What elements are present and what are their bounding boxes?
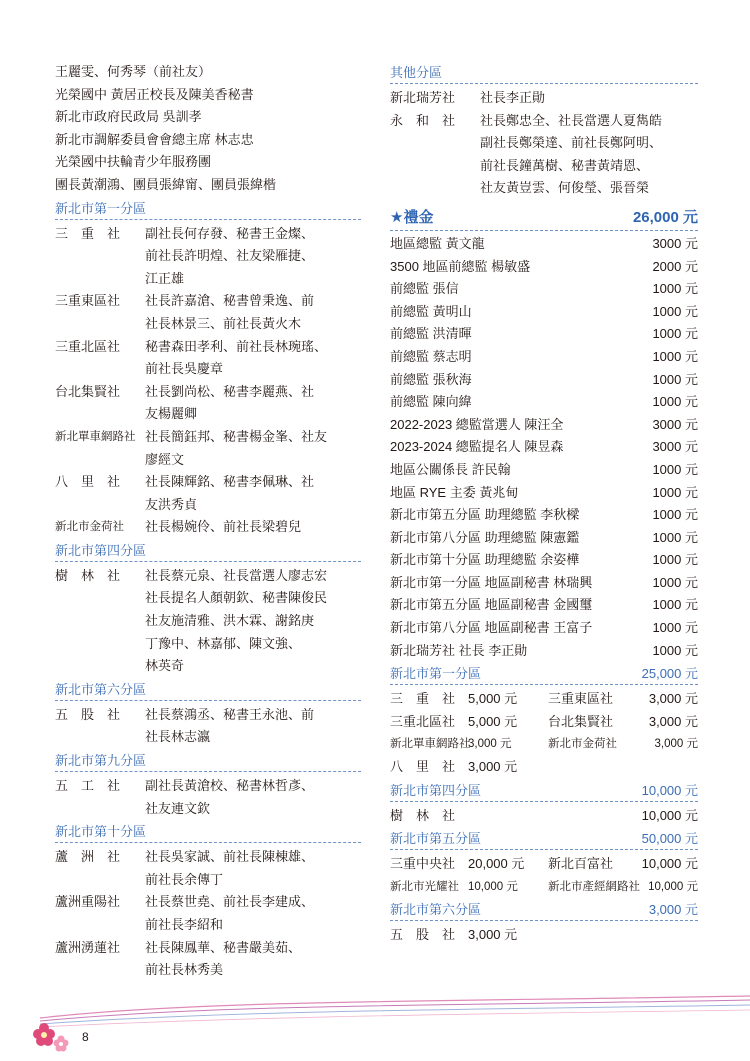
intro-line: 團長黃潮鴻、團員張緯甯、團員張緯楷 <box>55 176 277 192</box>
club-members <box>145 290 361 335</box>
club-entry <box>55 471 361 516</box>
donor-name: 前總監 黃明山 <box>390 303 472 319</box>
intro-line: 光榮國中扶輪青少年服務團 <box>55 154 212 170</box>
district-row <box>390 876 698 899</box>
club-amount <box>638 756 698 779</box>
club-members <box>145 891 361 936</box>
gift-row <box>390 278 698 301</box>
club-name: 三 重 社 <box>55 225 121 241</box>
donor-amount: 2000 元 <box>652 258 698 274</box>
district-row <box>390 756 698 779</box>
club-entry <box>55 704 361 749</box>
donor-amount: 1000 元 <box>652 371 698 387</box>
member-line: 社長蔡元泉、社長當選人廖志宏 <box>145 567 328 583</box>
donor-amount: 1000 元 <box>652 552 698 568</box>
section-title <box>55 199 361 220</box>
gift-row <box>390 594 698 617</box>
club-amount: 3,000 元 <box>468 759 518 775</box>
donor-name: 新北市第五分區 助理總監 李秋樑 <box>390 507 580 523</box>
club-members <box>145 381 361 426</box>
club-entry <box>55 775 361 820</box>
donor-name: 新北市第八分區 助理總監 陳憲鑑 <box>390 529 580 545</box>
donor-amount: 3000 元 <box>652 439 698 455</box>
club-name: 新北市金荷社 <box>55 521 124 534</box>
district-title <box>390 664 698 685</box>
club-members <box>145 471 361 516</box>
gift-row <box>390 391 698 414</box>
donor-name: 新北市第十分區 助理總監 余姿樺 <box>390 552 580 568</box>
member-line: 前社長林秀美 <box>145 962 224 978</box>
club-name: 樹 林 社 <box>390 807 456 823</box>
club-name: 八 里 社 <box>55 474 121 490</box>
club-entry <box>55 223 361 291</box>
donor-name: 新北市第八分區 地區副秘書 王富子 <box>390 620 593 636</box>
donor-amount: 1000 元 <box>652 574 698 590</box>
club-entry <box>55 426 361 471</box>
district-total: 50,000 元 <box>641 831 698 847</box>
district-row <box>390 688 698 711</box>
section-title-text: 新北市第四分區 <box>55 542 147 558</box>
gift-row <box>390 617 698 640</box>
club-members <box>145 223 361 291</box>
district-row <box>390 924 698 947</box>
club-name: 八 里 社 <box>390 759 456 775</box>
club-members <box>145 846 361 891</box>
club-name: 蘆洲湧蓮社 <box>55 939 121 955</box>
district-total: 10,000 元 <box>641 782 698 798</box>
donor-name: 前總監 陳向緯 <box>390 394 472 410</box>
donor-name: 新北瑞芳社 社長 李正勛 <box>390 642 528 658</box>
donor-amount: 3000 元 <box>652 416 698 432</box>
member-line: 副社長黃滄校、秘書林哲彥、 <box>145 778 315 794</box>
club-amount: 3,000 元 <box>468 738 512 751</box>
donor-amount: 1000 元 <box>652 394 698 410</box>
club-entry <box>55 846 361 891</box>
district-name: 新北市第五分區 <box>390 831 482 847</box>
club-name: 新北單車網路社 <box>390 738 471 751</box>
donor-amount: 1000 元 <box>652 507 698 523</box>
club-name: 新北市光耀社 <box>390 880 459 893</box>
club-entry <box>390 87 698 110</box>
member-line: 社長陳輝銘、秘書李佩琳、社 <box>145 474 315 490</box>
club-amount: 10,000 元 <box>648 880 698 893</box>
gift-row <box>390 504 698 527</box>
member-line: 社長林景三、前社長黃火木 <box>145 315 302 331</box>
district-row <box>390 711 698 734</box>
member-line: 友洪秀貞 <box>145 496 198 512</box>
district-row <box>390 853 698 876</box>
club-members <box>145 336 361 381</box>
club-members <box>480 87 698 110</box>
section-title <box>55 680 361 701</box>
gift-row <box>390 527 698 550</box>
club-name <box>548 805 638 828</box>
section-title <box>55 822 361 843</box>
district-name: 新北市第六分區 <box>390 902 482 918</box>
member-line: 社長簡鈺邦、秘書楊金峯、社友 <box>145 428 328 444</box>
donor-name: 新北市第一分區 地區副秘書 林瑞興 <box>390 574 593 590</box>
club-name: 新北市金荷社 <box>548 738 617 751</box>
gift-row <box>390 459 698 482</box>
gift-row <box>390 414 698 437</box>
club-members <box>145 937 361 982</box>
donor-name: 前總監 蔡志明 <box>390 348 472 364</box>
section-title <box>55 751 361 772</box>
intro-line: 新北市政府民政局 吳訓孝 <box>55 109 202 125</box>
club-name: 永 和 社 <box>390 112 456 128</box>
gift-title: ★禮金 <box>390 208 434 226</box>
club-name: 台北集賢社 <box>55 383 121 399</box>
donor-name: 2023-2024 總監提名人 陳昱森 <box>390 439 564 455</box>
district-name: 新北市第一分區 <box>390 666 482 682</box>
gift-row <box>390 323 698 346</box>
decorative-ribbon <box>0 990 750 1030</box>
club-name: 樹 林 社 <box>55 567 121 583</box>
member-line: 林英奇 <box>145 658 185 674</box>
member-line: 廖經文 <box>145 451 185 467</box>
section-title-text: 新北市第十分區 <box>55 824 147 840</box>
club-name: 新北百富社 <box>548 856 614 872</box>
donor-name: 前總監 張信 <box>390 281 459 297</box>
member-line: 社長劉尚松、秘書李麗燕、社 <box>145 383 315 399</box>
district-row <box>390 733 698 756</box>
gift-header <box>390 206 698 231</box>
member-line: 社友施清雅、洪木霖、謝銘庚 <box>145 613 315 629</box>
club-members <box>145 516 361 539</box>
club-entry <box>55 290 361 335</box>
club-members <box>145 704 361 749</box>
club-amount: 3,000 元 <box>468 927 518 943</box>
gift-row <box>390 549 698 572</box>
donor-name: 地區公關係長 許民翰 <box>390 461 511 477</box>
club-name: 三 重 社 <box>390 691 456 707</box>
member-line: 社長吳家誠、前社長陳棟雄、 <box>145 849 315 865</box>
member-line: 社長陳鳳華、秘書嚴美茹、 <box>145 939 302 955</box>
club-name: 台北集賢社 <box>548 713 614 729</box>
club-entry <box>390 110 698 200</box>
club-amount: 3,000 元 <box>654 738 698 751</box>
club-amount: 5,000 元 <box>468 691 518 707</box>
gift-row <box>390 482 698 505</box>
club-amount: 3,000 元 <box>648 691 698 707</box>
section-title <box>55 541 361 562</box>
page-number: 8 <box>82 1030 89 1044</box>
intro-line: 新北市調解委員會會總主席 林志忠 <box>55 131 254 147</box>
club-name: 新北市產經網路社 <box>548 880 640 893</box>
district-name: 新北市第四分區 <box>390 782 482 798</box>
district-total: 3,000 元 <box>648 902 698 918</box>
club-members <box>480 110 698 200</box>
club-name <box>548 924 638 947</box>
club-name: 三重北區社 <box>390 713 456 729</box>
member-line: 丁豫中、林嘉郁、陳文強、 <box>145 635 302 651</box>
member-line: 社長蔡鴻丞、秘書王永池、前 <box>145 706 315 722</box>
gift-row <box>390 256 698 279</box>
donor-name: 3500 地區前總監 楊敏盛 <box>390 258 531 274</box>
donor-amount: 1000 元 <box>652 529 698 545</box>
donor-amount: 1000 元 <box>652 461 698 477</box>
member-line: 社長李正勛 <box>480 90 546 105</box>
donor-amount: 1000 元 <box>652 642 698 658</box>
club-name: 三重中央社 <box>390 856 456 872</box>
club-name: 蘆洲重陽社 <box>55 894 121 910</box>
member-line: 前社長許明煌、社友梁雁捷、 <box>145 248 315 264</box>
member-line: 前社長吳慶章 <box>145 361 224 377</box>
donor-name: 前總監 洪清暉 <box>390 326 472 342</box>
club-name: 三重東區社 <box>55 293 121 309</box>
donor-amount: 1000 元 <box>652 348 698 364</box>
club-name: 五 股 社 <box>390 927 456 943</box>
donor-amount: 1000 元 <box>652 484 698 500</box>
club-entry <box>55 937 361 982</box>
section-title-text: 新北市第一分區 <box>55 200 147 216</box>
club-members <box>145 565 361 678</box>
flower-icon <box>30 1018 76 1054</box>
club-entry <box>55 381 361 426</box>
section-title <box>390 63 698 84</box>
club-name: 新北瑞芳社 <box>390 90 456 105</box>
member-line: 社長蔡世堯、前社長李建成、 <box>145 894 315 910</box>
member-line: 社長鄭忠全、社長當選人夏雋皓 <box>480 112 663 128</box>
club-name: 蘆 洲 社 <box>55 849 121 865</box>
gift-row <box>390 640 698 663</box>
donor-amount: 3000 元 <box>652 235 698 251</box>
club-members <box>145 775 361 820</box>
right-column <box>390 61 698 947</box>
club-amount: 10,000 元 <box>641 856 698 872</box>
gift-row <box>390 301 698 324</box>
donor-name: 地區總監 黃文龍 <box>390 235 485 251</box>
member-line: 社長楊婉伶、前社長梁碧兒 <box>145 519 302 535</box>
intro-line: 王麗雯、何秀琴（前社友） <box>55 64 212 79</box>
donor-name: 前總監 張秋海 <box>390 371 472 387</box>
donor-name: 2022-2023 總監當選人 陳汪全 <box>390 416 564 432</box>
gift-row <box>390 436 698 459</box>
club-entry <box>55 516 361 539</box>
club-amount: 10,000 元 <box>468 880 518 893</box>
donor-name: 地區 RYE 主委 黃兆甸 <box>390 484 519 500</box>
section-title-text: 新北市第六分區 <box>55 681 147 697</box>
member-line: 副社長鄭榮達、前社長鄭阿明、 <box>480 135 663 151</box>
club-name <box>548 756 638 779</box>
club-name: 三重東區社 <box>548 691 614 707</box>
member-line: 前社長余傳丁 <box>145 871 224 887</box>
member-line: 社長林志瀛 <box>145 729 211 745</box>
donor-amount: 1000 元 <box>652 303 698 319</box>
left-column <box>55 61 361 982</box>
district-title <box>390 900 698 921</box>
donor-amount: 1000 元 <box>652 597 698 613</box>
gift-total: 26,000 元 <box>632 208 698 226</box>
club-entry <box>55 565 361 678</box>
section-title-text: 新北市第九分區 <box>55 753 147 769</box>
gift-row <box>390 572 698 595</box>
member-line: 前社長鐘萬樹、秘書黃靖恩、 <box>480 157 650 173</box>
section-title-text: 其他分區 <box>390 65 443 80</box>
member-line: 社長提名人顏朝欽、秘書陳俊民 <box>145 590 328 606</box>
donor-amount: 1000 元 <box>652 326 698 342</box>
member-line: 秘書森田孝利、前社長林琬瑤、 <box>145 338 328 354</box>
club-amount: 5,000 元 <box>468 713 518 729</box>
member-line: 副社長何存發、秘書王金燦、 <box>145 225 315 241</box>
club-amount: 20,000 元 <box>468 856 525 872</box>
gift-row <box>390 233 698 256</box>
member-line: 社友連文欽 <box>145 800 211 816</box>
district-total: 25,000 元 <box>641 666 698 682</box>
club-entry <box>55 891 361 936</box>
club-amount <box>638 924 698 947</box>
district-title <box>390 829 698 850</box>
club-name: 三重北區社 <box>55 338 121 354</box>
member-line: 社長許嘉滄、秘書曾秉逸、前 <box>145 293 315 309</box>
club-entry <box>55 336 361 381</box>
member-line: 友楊麗卿 <box>145 406 198 422</box>
donor-amount: 1000 元 <box>652 281 698 297</box>
district-title <box>390 781 698 802</box>
club-amount: 3,000 元 <box>648 713 698 729</box>
club-name: 五 工 社 <box>55 778 121 794</box>
member-line: 社友黃豈雲、何俊瑩、張晉榮 <box>480 180 650 196</box>
intro-line: 光榮國中 黃居正校長及陳美香秘書 <box>55 86 254 102</box>
gift-row <box>390 369 698 392</box>
donor-amount: 1000 元 <box>652 620 698 636</box>
club-amount: 10,000 元 <box>641 807 698 823</box>
club-name: 新北單車網路社 <box>55 430 136 443</box>
district-row <box>390 805 698 828</box>
club-amount <box>468 805 548 828</box>
club-members <box>145 426 361 471</box>
gift-row <box>390 346 698 369</box>
donor-name: 新北市第五分區 地區副秘書 金國璽 <box>390 597 593 613</box>
club-name: 五 股 社 <box>55 706 121 722</box>
member-line: 江正雄 <box>145 270 185 286</box>
member-line: 前社長李紹和 <box>145 917 224 932</box>
